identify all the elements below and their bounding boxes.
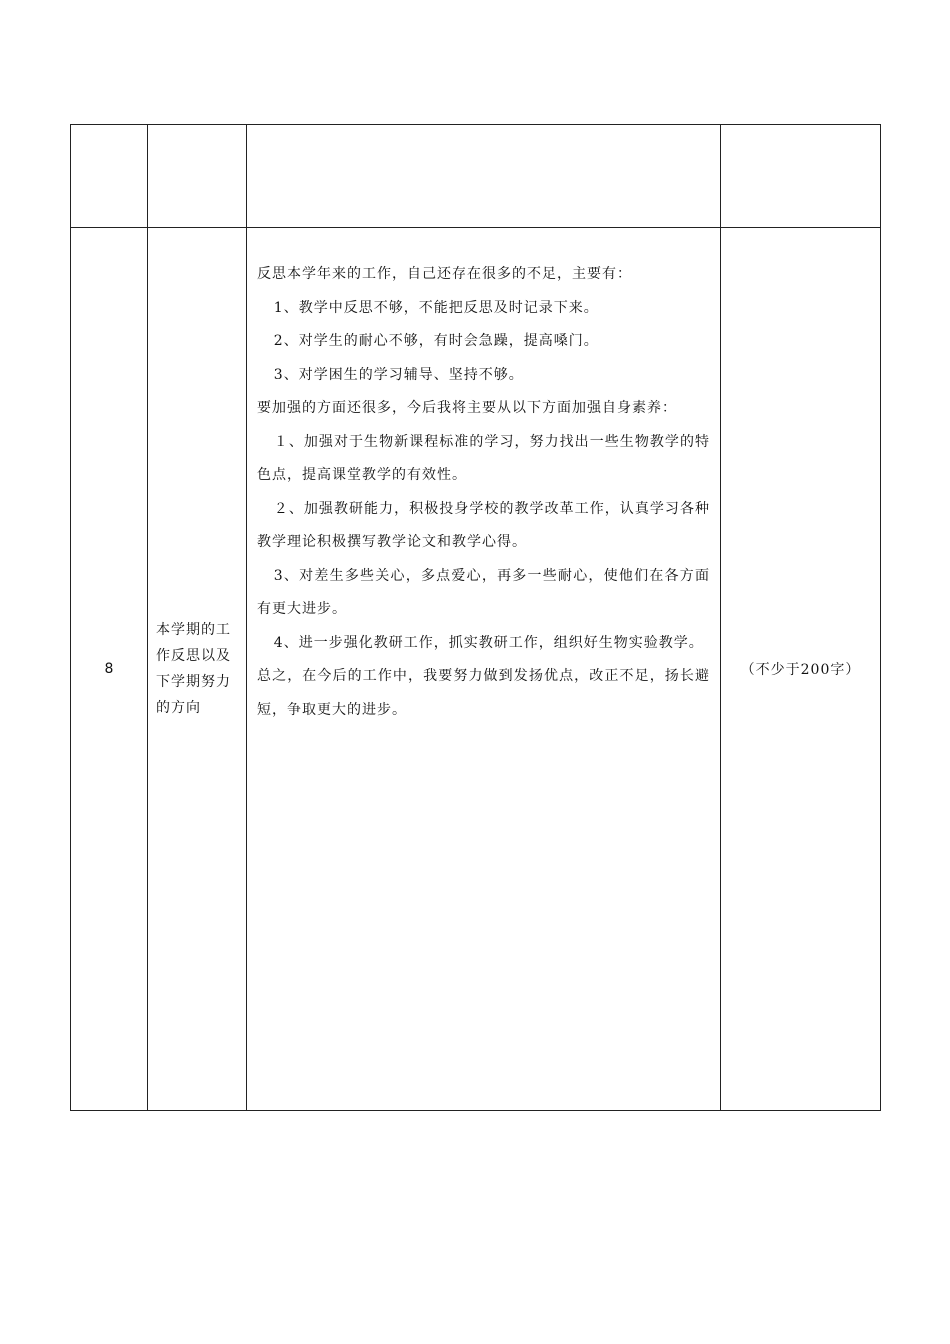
- empty-cell-number: [71, 125, 148, 228]
- paragraph-conclusion: 总之，在今后的工作中，我要努力做到发扬优点，改正不足，扬长避短，争取更大的进步。: [257, 668, 710, 718]
- paragraph-plan-3: 3、对差生多些关心，多点爱心，再多一些耐心，使他们在各方面有更大进步。: [257, 567, 710, 617]
- table-row-reflection: [71, 228, 881, 1111]
- summary-form-table: [70, 124, 881, 1111]
- empty-cell-label: [148, 125, 247, 228]
- paragraph-intro: 反思本学年来的工作，自己还存在很多的不足，主要有：: [257, 266, 632, 282]
- paragraph-plan-4: 4、进一步强化教研工作，抓实教研工作，组织好生物实验教学。: [273, 634, 704, 651]
- paragraph-shortcoming-3: 3、对学困生的学习辅导、坚持不够。: [273, 366, 524, 383]
- paragraph-plan-intro: 要加强的方面还很多，今后我将主要从以下方面加强自身素养：: [257, 400, 677, 416]
- word-count-requirement: （不少于200字）: [721, 228, 881, 1111]
- paragraph-shortcoming-1: 1、教学中反思不够，不能把反思及时记录下来。: [273, 299, 599, 316]
- reflection-content-cell: [247, 228, 721, 1111]
- item-label-cell: [148, 228, 247, 1111]
- paragraph-plan-2: ２、加强教研能力，积极投身学校的教学改革工作，认真学习各种教学理论积极撰写教学论文和教学心得。: [257, 500, 710, 550]
- empty-cell-content: [247, 125, 721, 228]
- row-number: 8: [71, 228, 148, 1111]
- item-label: 本学期的工作反思以及下学期努力的方向: [156, 622, 231, 716]
- empty-cell-note: [721, 125, 881, 228]
- paragraph-plan-1: １、加强对于生物新课程标准的学习，努力找出一些生物教学的特色点，提高课堂教学的有效性。: [257, 433, 710, 483]
- paragraph-shortcoming-2: 2、对学生的耐心不够，有时会急躁，提高嗓门。: [273, 333, 599, 349]
- table-row-previous: [71, 125, 881, 228]
